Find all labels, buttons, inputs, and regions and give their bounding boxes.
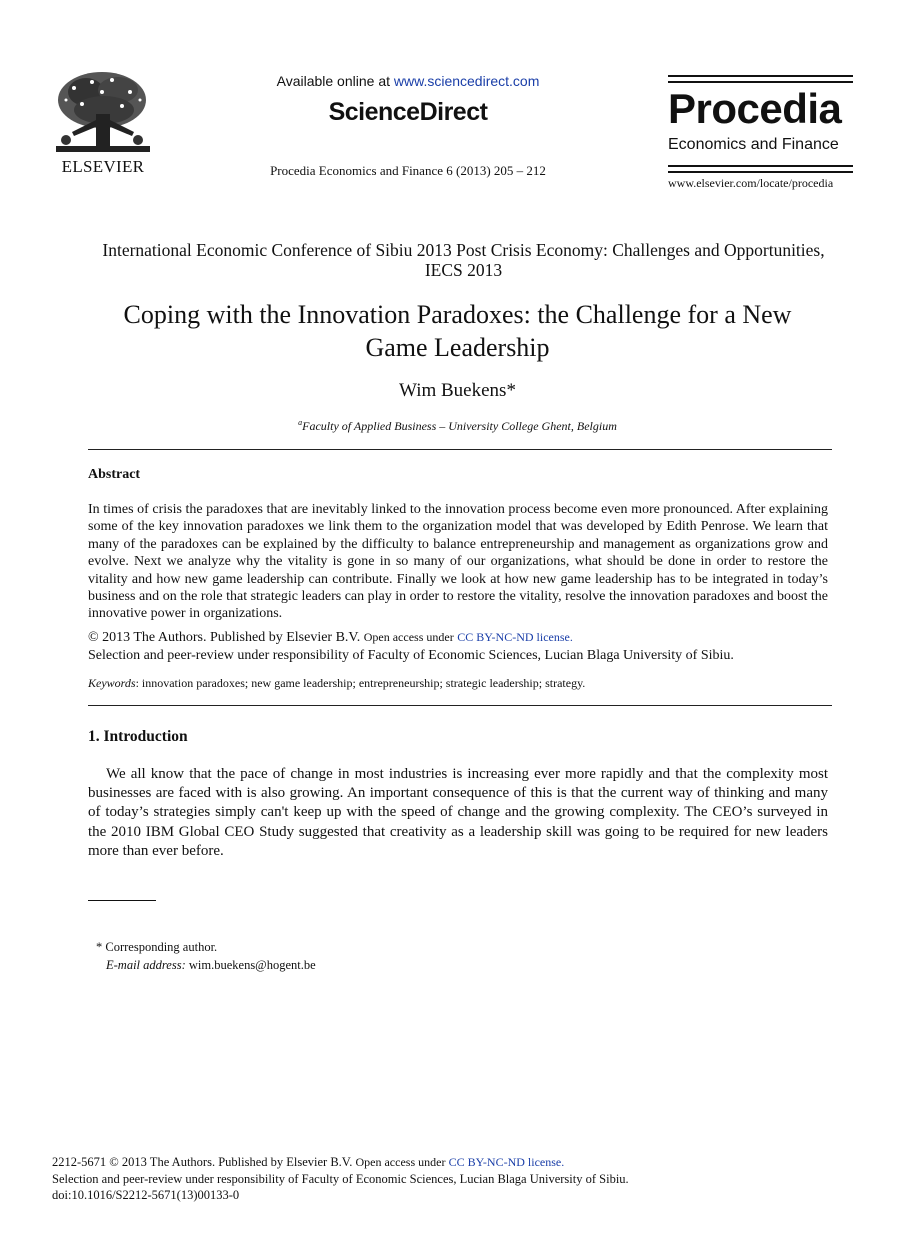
affiliation-text: Faculty of Applied Business – University College Ghent, Belgium bbox=[302, 419, 617, 433]
available-online bbox=[230, 73, 586, 89]
conference-name: International Economic Conference of Sibiu 2013 Post Crisis Economy: Challenges and Opportunities, IECS 2013 bbox=[102, 240, 825, 280]
sciencedirect-link[interactable]: www.sciencedirect.com bbox=[393, 73, 540, 89]
affiliation-mark: a bbox=[298, 418, 303, 427]
procedia-url[interactable]: www.elsevier.com/locate/procedia bbox=[668, 176, 834, 190]
affiliation bbox=[90, 418, 825, 434]
bottom-license-link[interactable]: CC BY-NC-ND license. bbox=[448, 1155, 565, 1169]
doi[interactable]: doi:10.1016/S2212-5671(13)00133-0 bbox=[52, 1188, 240, 1202]
abstract-heading: Abstract bbox=[88, 467, 141, 482]
sciencedirect-brand: ScienceDirect bbox=[328, 98, 488, 126]
abstract-text: In times of crisis the paradoxes that are inevitably linked to the innovation process become even more pronounced. After explaining some of the key innovation paradoxes we link them to the organization model that was developed by Edith Penrose. We learn that many of the paradoxes can be explained by the difficulty to balance entrepreneurship and management as organizations grow and evolve. Next we analyze why the vitality is gone in so many of our organizations, what should be done in order to restore the vitality and how new game leadership can contribute. Finally we look at how new game leadership has to be integrated in today’s business and on the role that strategic leaders can play in order to restore the vitality, resolve the innovation paradoxes and boost the innovative power in organizations. bbox=[88, 502, 828, 622]
issn-copyright: 2212-5671 © 2013 The Authors. Published by Elsevier B.V. bbox=[52, 1155, 353, 1169]
license-link[interactable]: CC BY-NC-ND license. bbox=[457, 630, 573, 644]
footnote-rule bbox=[88, 900, 156, 901]
procedia-top-rule-2 bbox=[668, 81, 853, 83]
available-online-prefix: Available online at bbox=[276, 73, 394, 89]
corresponding-author: * Corresponding author. bbox=[96, 940, 218, 954]
bottom-open-access: Open access under bbox=[355, 1155, 446, 1169]
procedia-brand: Procedia bbox=[668, 85, 842, 132]
keywords-list: : innovation paradoxes; new game leadership; entrepreneurship; strategic leadership; strategy. bbox=[135, 676, 586, 690]
introduction-heading: 1. Introduction bbox=[88, 728, 188, 745]
paper-title: Coping with the Innovation Paradoxes: the Challenge for a New Game Leadership bbox=[123, 300, 792, 362]
email-label: E-mail address: bbox=[106, 958, 186, 972]
keywords bbox=[88, 676, 828, 691]
journal-reference: Procedia Economics and Finance 6 (2013) 205 – 212 bbox=[270, 163, 546, 178]
open-access-text: Open access under bbox=[363, 630, 454, 644]
author-name: Wim Buekens* bbox=[399, 380, 516, 401]
copyright-text: © 2013 The Authors. Published by Elsevier B.V. bbox=[88, 630, 361, 645]
publisher-name: ELSEVIER bbox=[61, 157, 145, 176]
introduction-text: We all know that the pace of change in most industries is increasing ever more rapidly and that the complexity most businesses are faced with is also growing. An important consequence of this is that the current way of thinking and many of today’s strategies simply can't keep up with the speed of change and the growing complexity. The CEO’s surveyed in the 2010 IBM Global CEO Study suggested that creativity as a leadership skill was going to be required for new leaders more than ever before. bbox=[88, 766, 828, 859]
keywords-label: Keywords bbox=[88, 676, 136, 690]
procedia-bottom-rule-2 bbox=[668, 171, 853, 173]
email-address[interactable]: wim.buekens@hogent.be bbox=[188, 958, 316, 972]
bottom-peer-review: Selection and peer-review under responsibility of Faculty of Economic Sciences, Lucian Blaga University of Sibiu. bbox=[52, 1171, 629, 1186]
procedia-bottom-rule bbox=[668, 165, 853, 167]
abstract-top-rule bbox=[88, 449, 832, 450]
abstract-bottom-rule bbox=[88, 705, 832, 706]
email-line bbox=[106, 958, 316, 973]
abstract-copyright bbox=[88, 629, 828, 664]
procedia-top-rule bbox=[668, 75, 853, 77]
procedia-subtitle: Economics and Finance bbox=[668, 136, 839, 153]
peer-review-text: Selection and peer-review under responsibility of Faculty of Economic Sciences, Lucian Blaga University of Sibiu. bbox=[88, 647, 734, 663]
bottom-notice bbox=[52, 1154, 852, 1204]
